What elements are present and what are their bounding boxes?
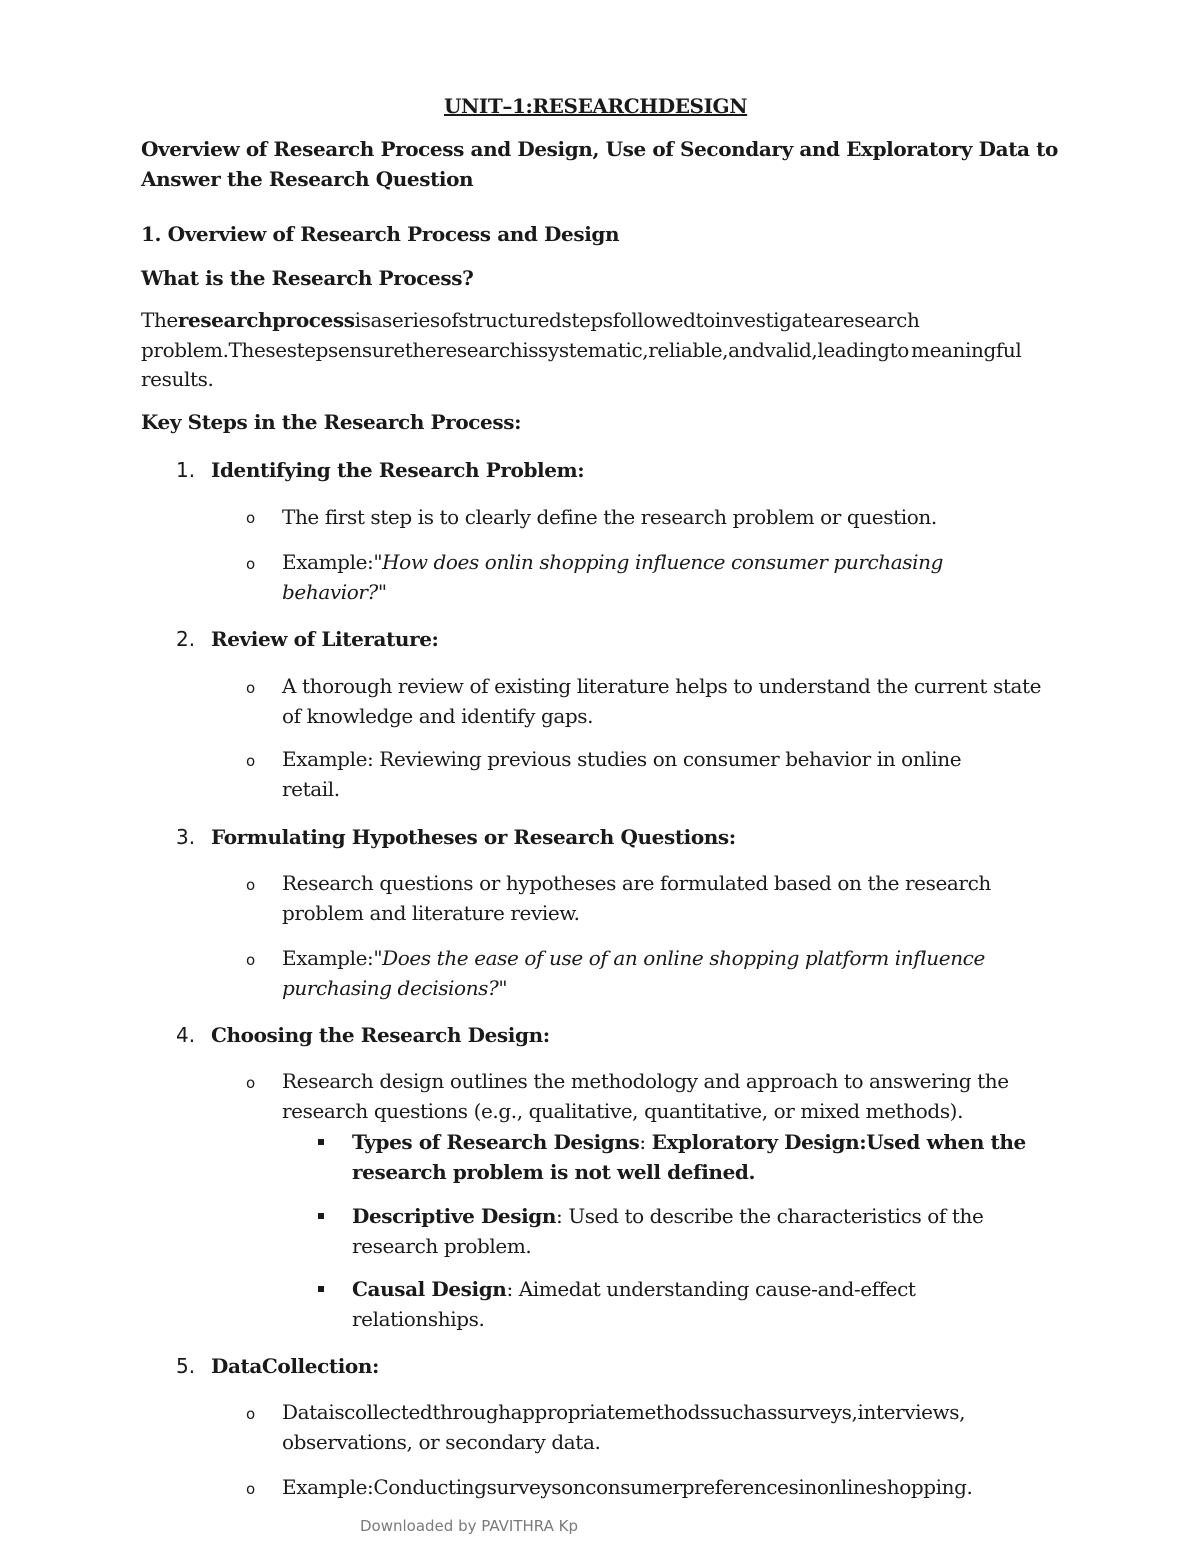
step-detail-cont: observations, or secondary data. xyxy=(282,1430,601,1454)
step-title: Identifying the Research Problem: xyxy=(211,458,585,482)
intro-line-2-end: meaningful xyxy=(911,338,1022,362)
step-number: 3. xyxy=(176,825,196,849)
section-heading xyxy=(141,219,619,249)
square-bullet-icon xyxy=(318,1213,324,1219)
step-number: 5. xyxy=(176,1354,196,1378)
intro-line-3: results. xyxy=(141,367,214,391)
page-title: UNIT–1:RESEARCHDESIGN xyxy=(444,94,748,118)
descriptive-design-text: : Used to describe the characteristics of the xyxy=(556,1204,984,1228)
circle-bullet-icon: o xyxy=(246,679,256,697)
example-text: "Does the ease of use of an online shopping platform influence xyxy=(373,946,985,970)
step-detail-cont: problem and literature review. xyxy=(282,901,580,925)
intro-text: isaseriesofstructuredstepsfollowedtoinvestigatearesearch xyxy=(354,308,920,332)
step-number: 1. xyxy=(176,458,196,482)
design-type-descriptive-cont: research problem. xyxy=(352,1234,532,1258)
step-example xyxy=(282,547,943,577)
step-example: Example:Conductingsurveysonconsumerpreferencesinonlineshopping. xyxy=(282,1475,973,1499)
step-number: 2. xyxy=(176,627,196,651)
design-type-exploratory-cont: research problem is not well defined. xyxy=(352,1160,756,1184)
section-title: Overview of Research Process and Design xyxy=(167,222,620,246)
design-type-causal-cont: relationships. xyxy=(352,1307,485,1331)
example-text: "How does onlin shopping influence consumer purchasing xyxy=(373,550,944,574)
circle-bullet-icon: o xyxy=(246,509,256,527)
circle-bullet-icon: o xyxy=(246,1405,256,1423)
step-example-cont: retail. xyxy=(282,777,340,801)
square-bullet-icon xyxy=(318,1139,324,1145)
subtitle-line-1: Overview of Research Process and Design, Use of Secondary and Exploratory Data to xyxy=(141,137,1058,161)
step-detail: A thorough review of existing literature helps to understand the current state xyxy=(282,674,1042,698)
step-detail: The first step is to clearly define the research problem or question. xyxy=(282,505,937,529)
circle-bullet-icon: o xyxy=(246,555,256,573)
step-example-cont: purchasing decisions?" xyxy=(282,976,508,1000)
design-type-exploratory xyxy=(352,1127,1026,1157)
step-detail: Research design outlines the methodology and approach to answering the xyxy=(282,1069,1009,1093)
step-title: Review of Literature: xyxy=(211,627,439,651)
causal-design-label: Causal Design xyxy=(352,1277,507,1301)
circle-bullet-icon: o xyxy=(246,1074,256,1092)
design-type-descriptive xyxy=(352,1201,983,1231)
circle-bullet-icon: o xyxy=(246,876,256,894)
step-title: DataCollection: xyxy=(211,1354,379,1378)
step-example: Example: Reviewing previous studies on consumer behavior in online xyxy=(282,747,962,771)
step-detail: Research questions or hypotheses are formulated based on the research xyxy=(282,871,991,895)
separator: : xyxy=(639,1130,652,1154)
key-steps-heading: Key Steps in the Research Process: xyxy=(141,410,522,434)
section-number: 1. xyxy=(141,222,162,246)
design-types-label: Types of Research Designs xyxy=(352,1130,640,1154)
research-process-question: What is the Research Process? xyxy=(141,266,474,290)
step-detail-cont: research questions (e.g., qualitative, quantitative, or mixed methods). xyxy=(282,1099,964,1123)
circle-bullet-icon: o xyxy=(246,752,256,770)
subtitle-line-2: Answer the Research Question xyxy=(141,167,474,191)
square-bullet-icon xyxy=(318,1286,324,1292)
step-detail-cont: of knowledge and identify gaps. xyxy=(282,704,594,728)
download-footer: Downloaded by PAVITHRA Kp xyxy=(360,1517,578,1535)
intro-bold-term: researchprocess xyxy=(177,308,355,332)
step-number: 4. xyxy=(176,1023,196,1047)
circle-bullet-icon: o xyxy=(246,1480,256,1498)
example-prefix: Example: xyxy=(282,550,374,574)
intro-text: The xyxy=(141,308,178,332)
step-example xyxy=(282,943,985,973)
descriptive-design-label: Descriptive Design xyxy=(352,1204,557,1228)
example-prefix: Example: xyxy=(282,946,374,970)
design-type-causal xyxy=(352,1274,916,1304)
causal-design-text: : Aimedat understanding cause-and-effect xyxy=(506,1277,916,1301)
step-title: Choosing the Research Design: xyxy=(211,1023,550,1047)
circle-bullet-icon: o xyxy=(246,951,256,969)
step-title: Formulating Hypotheses or Research Questions: xyxy=(211,825,736,849)
step-detail: Dataiscollectedthroughappropriatemethodssuchassurveys,interviews, xyxy=(282,1400,966,1424)
exploratory-design-text: Exploratory Design:Used when the xyxy=(651,1130,1026,1154)
intro-line-1 xyxy=(141,305,919,335)
intro-line-2: problem.Thesestepsensuretheresearchissystematic,reliable,andvalid,leadingto xyxy=(141,338,909,362)
step-example-cont: behavior?" xyxy=(282,580,387,604)
